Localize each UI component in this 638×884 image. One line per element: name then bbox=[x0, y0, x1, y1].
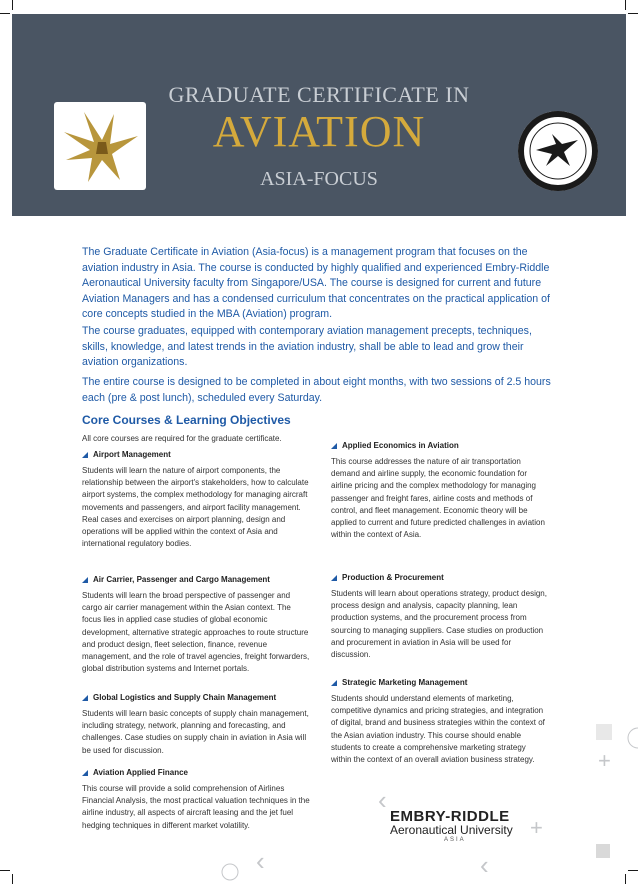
course-title: Aviation Applied Finance bbox=[93, 768, 188, 777]
decor-plus-icon: + bbox=[530, 815, 543, 840]
triangle-bullet-icon bbox=[82, 577, 88, 583]
crop-mark bbox=[625, 874, 626, 884]
crop-mark bbox=[628, 13, 638, 14]
course-title: Strategic Marketing Management bbox=[342, 678, 468, 687]
triangle-bullet-icon bbox=[82, 770, 88, 776]
wordmark-region: ASIA bbox=[444, 837, 466, 843]
course-title: Applied Economics in Aviation bbox=[342, 441, 459, 450]
course-production-procurement bbox=[331, 573, 547, 661]
intro-paragraph-3: The entire course is designed to be completed in about eight months, with two sessions of 2.5 hours each (pre & post lunch), scheduled every Saturday. bbox=[82, 376, 551, 404]
course-title: Global Logistics and Supply Chain Management bbox=[93, 693, 277, 702]
header-banner bbox=[12, 14, 626, 216]
decor-plus-icon: + bbox=[598, 748, 611, 773]
course-airport-management bbox=[82, 450, 310, 550]
decor-square bbox=[596, 844, 610, 858]
course-title: Airport Management bbox=[93, 450, 171, 459]
header-line-1: GRADUATE CERTIFICATE IN bbox=[168, 82, 470, 107]
course-description: Students will learn the broad perspective of passenger and cargo air carrier management within the Asian context. The focus lies in applied case studies of global economic development, alternative strategic approaches to route structure and product design, fleet selection, finance, revenue management, and the role of travel agencies, freight forwarders, global distribution systems and Internet portals. bbox=[82, 591, 310, 674]
intro-paragraph-1: The Graduate Certificate in Aviation (Asia-focus) is a management program that focuses on the aviation industry in Asia. The course is conducted by highly qualified and experienced Embry-Riddle Aeronautical University faculty from Singapore/USA. The course is designed for current and future Aviation Managers and has a condensed curriculum that concentrates on the practical application of core concepts studied in the MBA (Aviation) program. bbox=[82, 246, 550, 320]
course-description: Students should understand elements of marketing, competitive dynamics and pricing strategies, and integration of digital, brand and business strategies within the context of the Asian aviation industry. This course should enable students to create a comprehensive marketing strategy within the context of an overall aviation business strategy. bbox=[331, 694, 545, 765]
crop-mark bbox=[12, 874, 13, 884]
decor-circle-icon bbox=[624, 718, 638, 758]
triangle-bullet-icon bbox=[331, 443, 337, 449]
course-description: Students will learn the nature of airport components, the relationship between the airport's stakeholders, how to calculate airport systems, the complex methodology for managing aircraft movements and passengers, and airport facility management. Real cases and exercises on airport planning, design and operations will be applied within the context of Asia and international regulatory bodies. bbox=[82, 466, 309, 549]
wordmark-subtitle: Aeronautical University bbox=[390, 823, 513, 837]
crop-mark bbox=[625, 0, 626, 10]
decor-circle-icon bbox=[218, 860, 242, 884]
section-title: Core Courses & Learning Objectives bbox=[82, 413, 291, 427]
wordmark-name: EMBRY-RIDDLE bbox=[390, 808, 510, 825]
decor-chevron-icon: ‹ bbox=[480, 850, 489, 880]
decor-square bbox=[596, 724, 612, 740]
decor-chevron-icon: ‹ bbox=[378, 785, 387, 815]
crop-mark bbox=[0, 870, 10, 871]
header-subtitle: ASIA-FOCUS bbox=[260, 168, 378, 190]
triangle-bullet-icon bbox=[331, 680, 337, 686]
crop-mark bbox=[628, 870, 638, 871]
triangle-bullet-icon bbox=[82, 695, 88, 701]
course-description: This course addresses the nature of air transportation demand and airline supply, the economic foundation for airline pricing and the complex methodology for managing passenger and freight fares, airline costs and methods of control, and fleet management. Economic theory will be applied to current and future predicted challenges in aviation within the context of Asia. bbox=[331, 457, 545, 540]
crop-mark bbox=[12, 0, 13, 10]
course-description: Students will learn about operations strategy, product design, process design and analysis, capacity planning, lean production systems, and the procurement process from sourcing to managing suppliers. Case studies on production and procurement in aviation in Asia will be used for discussion. bbox=[331, 589, 547, 660]
decor-chevron-icon: ‹ bbox=[256, 846, 265, 876]
triangle-bullet-icon bbox=[331, 575, 337, 581]
embry-riddle-seal-icon bbox=[512, 106, 604, 196]
course-applied-finance bbox=[82, 768, 310, 832]
course-strategic-marketing bbox=[331, 678, 547, 766]
course-title: Production & Procurement bbox=[342, 573, 444, 582]
course-applied-economics bbox=[331, 441, 547, 541]
embry-riddle-wordmark bbox=[390, 808, 520, 843]
triangle-bullet-icon bbox=[82, 452, 88, 458]
header-title: AVIATION bbox=[212, 107, 426, 156]
course-air-carrier bbox=[82, 575, 310, 675]
requirement-note: All core courses are required for the graduate certificate. bbox=[82, 434, 282, 443]
intro-paragraph-2: The course graduates, equipped with contemporary aviation management precepts, techniques, skills, knowledge, and latest trends in the aviation industry, shall be able to lead and grow their aviation organizations. bbox=[82, 325, 532, 368]
course-description: Students will learn basic concepts of supply chain management, including strategy, network, planning and forecasting, and challenges. Case studies on supply chain in aviation in Asia will be used for discussion. bbox=[82, 709, 309, 755]
crop-mark bbox=[0, 13, 10, 14]
course-description: This course will provide a solid comprehension of Airlines Financial Analysis, the most practical valuation techniques in the airline industry, all aspects of aircraft leasing and the jet fuel hedging techniques in different market volatility. bbox=[82, 784, 310, 830]
course-title: Air Carrier, Passenger and Cargo Management bbox=[93, 575, 270, 584]
course-global-logistics bbox=[82, 693, 310, 757]
